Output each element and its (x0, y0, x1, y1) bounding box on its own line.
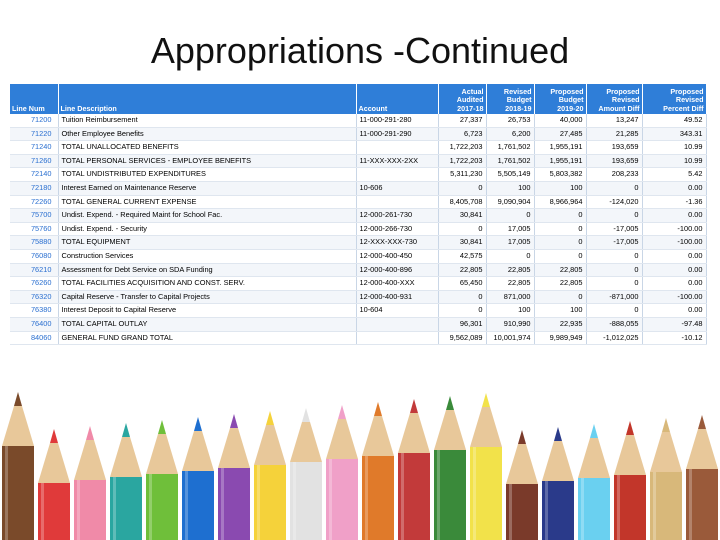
header-line-description: Line Description (58, 84, 356, 114)
cell-proposed: 27,485 (534, 127, 586, 141)
header-percent-diff-line3: Percent Diff (663, 103, 704, 113)
table-row (10, 249, 706, 263)
cell-line-num: 76210 (10, 263, 58, 277)
cell-amount-diff: 193,659 (586, 154, 642, 168)
cell-actual: 8,405,708 (438, 195, 486, 209)
pencil (578, 424, 610, 540)
cell-actual: 22,805 (438, 263, 486, 277)
header-proposed (534, 84, 586, 114)
cell-line-description: TOTAL PERSONAL SERVICES - EMPLOYEE BENEFITS (58, 154, 356, 168)
cell-revised: 6,200 (486, 127, 534, 141)
cell-line-num: 75700 (10, 209, 58, 223)
table-row (10, 222, 706, 236)
header-amount-diff-line3: Amount Diff (598, 103, 640, 113)
cell-proposed: 0 (534, 290, 586, 304)
cell-revised: 22,805 (486, 263, 534, 277)
pencil (254, 411, 286, 540)
pencil (470, 393, 502, 540)
cell-account: 10-606 (356, 181, 438, 195)
cell-line-description: TOTAL GENERAL CURRENT EXPENSE (58, 195, 356, 209)
cell-revised: 22,805 (486, 277, 534, 291)
header-percent-diff-line2: Revised (675, 95, 704, 104)
cell-account: 12-000-400-931 (356, 290, 438, 304)
cell-proposed: 0 (534, 236, 586, 250)
cell-line-description: Tuition Reimbursement (58, 114, 356, 127)
cell-revised: 0 (486, 249, 534, 263)
cell-proposed: 40,000 (534, 114, 586, 127)
cell-line-description: TOTAL UNDISTRIBUTED EXPENDITURES (58, 168, 356, 182)
cell-amount-diff: 208,233 (586, 168, 642, 182)
table-row (10, 127, 706, 141)
cell-proposed: 5,803,382 (534, 168, 586, 182)
cell-line-num: 76400 (10, 317, 58, 331)
cell-percent-diff: -100.00 (642, 236, 706, 250)
cell-revised: 100 (486, 304, 534, 318)
pencil (218, 414, 250, 540)
cell-actual: 65,450 (438, 277, 486, 291)
cell-line-description: Undist. Expend. - Security (58, 222, 356, 236)
cell-account: 12-000-400-896 (356, 263, 438, 277)
pencil (398, 399, 430, 540)
cell-actual: 42,575 (438, 249, 486, 263)
table-row (10, 317, 706, 331)
cell-line-num: 75880 (10, 236, 58, 250)
pencil (326, 405, 358, 540)
cell-account (356, 168, 438, 182)
pencil (650, 418, 682, 540)
cell-revised: 9,090,904 (486, 195, 534, 209)
cell-line-description: TOTAL FACILITIES ACQUISITION AND CONST. SERV. (58, 277, 356, 291)
header-percent-diff-line1: Proposed (670, 86, 704, 96)
pencil (2, 392, 34, 540)
cell-line-description: Assessment for Debt Service on SDA Funding (58, 263, 356, 277)
table-row (10, 141, 706, 155)
cell-line-num: 71260 (10, 154, 58, 168)
cell-actual: 30,841 (438, 209, 486, 223)
table-header-row (10, 84, 706, 114)
cell-proposed: 1,955,191 (534, 141, 586, 155)
cell-line-num: 76380 (10, 304, 58, 318)
cell-account: 12-000-261-730 (356, 209, 438, 223)
header-actual-line3: 2017-18 (457, 103, 484, 113)
cell-amount-diff: -1,012,025 (586, 331, 642, 345)
cell-percent-diff: 0.00 (642, 249, 706, 263)
table-body (10, 114, 706, 345)
cell-proposed: 0 (534, 222, 586, 236)
cell-line-num: 76320 (10, 290, 58, 304)
cell-actual: 0 (438, 181, 486, 195)
cell-percent-diff: 49.52 (642, 114, 706, 127)
cell-line-description: Construction Services (58, 249, 356, 263)
cell-account: 12-000-400-XXX (356, 277, 438, 291)
cell-amount-diff: 21,285 (586, 127, 642, 141)
table-row (10, 290, 706, 304)
cell-line-description: TOTAL EQUIPMENT (58, 236, 356, 250)
pencil (542, 427, 574, 540)
cell-percent-diff: -1.36 (642, 195, 706, 209)
header-percent-diff (642, 84, 706, 114)
cell-account (356, 141, 438, 155)
cell-amount-diff: 0 (586, 209, 642, 223)
header-revised (486, 84, 534, 114)
cell-revised: 17,005 (486, 222, 534, 236)
cell-actual: 0 (438, 304, 486, 318)
header-proposed-line1: Proposed (550, 86, 584, 96)
cell-amount-diff: -871,000 (586, 290, 642, 304)
cell-percent-diff: 343.31 (642, 127, 706, 141)
table-row (10, 236, 706, 250)
cell-percent-diff: -97.48 (642, 317, 706, 331)
appropriations-table-container (10, 84, 706, 345)
cell-revised: 26,753 (486, 114, 534, 127)
cell-line-num: 71200 (10, 114, 58, 127)
table-row (10, 154, 706, 168)
cell-amount-diff: 0 (586, 249, 642, 263)
pencil (290, 408, 322, 540)
cell-line-num: 76080 (10, 249, 58, 263)
header-proposed-line2: Budget (558, 95, 584, 104)
cell-percent-diff: -10.12 (642, 331, 706, 345)
cell-proposed: 9,989,949 (534, 331, 586, 345)
pencil (74, 426, 106, 540)
header-revised-line1: Revised (503, 86, 532, 96)
cell-proposed: 0 (534, 249, 586, 263)
cell-proposed: 100 (534, 181, 586, 195)
cell-amount-diff: 0 (586, 181, 642, 195)
cell-line-num: 72140 (10, 168, 58, 182)
table-row (10, 181, 706, 195)
pencil (614, 421, 646, 540)
cell-line-description: GENERAL FUND GRAND TOTAL (58, 331, 356, 345)
cell-account: 11-XXX-XXX-2XX (356, 154, 438, 168)
cell-percent-diff: 10.99 (642, 154, 706, 168)
cell-actual: 9,562,089 (438, 331, 486, 345)
pencil (506, 430, 538, 540)
pencil (146, 420, 178, 540)
cell-proposed: 0 (534, 209, 586, 223)
cell-revised: 5,505,149 (486, 168, 534, 182)
cell-percent-diff: 5.42 (642, 168, 706, 182)
header-line-num: Line Num (10, 84, 58, 114)
pencil (362, 402, 394, 540)
cell-proposed: 22,935 (534, 317, 586, 331)
cell-actual: 1,722,203 (438, 154, 486, 168)
cell-account (356, 317, 438, 331)
header-proposed-line3: 2019-20 (557, 103, 584, 113)
cell-line-description: TOTAL UNALLOCATED BENEFITS (58, 141, 356, 155)
cell-line-num: 71220 (10, 127, 58, 141)
cell-account: 10-604 (356, 304, 438, 318)
cell-line-description: Interest Deposit to Capital Reserve (58, 304, 356, 318)
cell-percent-diff: 10.99 (642, 141, 706, 155)
cell-amount-diff: -17,005 (586, 222, 642, 236)
cell-amount-diff: 193,659 (586, 141, 642, 155)
cell-line-num: 75760 (10, 222, 58, 236)
cell-line-description: Other Employee Benefits (58, 127, 356, 141)
cell-line-num: 84060 (10, 331, 58, 345)
cell-line-num: 72260 (10, 195, 58, 209)
cell-proposed: 1,955,191 (534, 154, 586, 168)
cell-amount-diff: -17,005 (586, 236, 642, 250)
pencil (110, 423, 142, 540)
cell-revised: 1,761,502 (486, 154, 534, 168)
cell-line-num: 71240 (10, 141, 58, 155)
cell-account: 12-000-400-450 (356, 249, 438, 263)
cell-revised: 910,990 (486, 317, 534, 331)
cell-revised: 17,005 (486, 236, 534, 250)
cell-actual: 96,301 (438, 317, 486, 331)
header-actual-line2: Audited (456, 95, 484, 104)
cell-account: 11-000-291-290 (356, 127, 438, 141)
header-revised-line2: Budget (506, 95, 532, 104)
cell-line-description: TOTAL CAPITAL OUTLAY (58, 317, 356, 331)
cell-actual: 0 (438, 222, 486, 236)
cell-line-description: Undist. Expend. - Required Maint for School Fac. (58, 209, 356, 223)
cell-proposed: 100 (534, 304, 586, 318)
header-amount-diff (586, 84, 642, 114)
cell-percent-diff: 0.00 (642, 209, 706, 223)
cell-actual: 30,841 (438, 236, 486, 250)
cell-proposed: 22,805 (534, 277, 586, 291)
cell-account (356, 195, 438, 209)
cell-actual: 27,337 (438, 114, 486, 127)
table-row (10, 168, 706, 182)
cell-percent-diff: 0.00 (642, 277, 706, 291)
cell-revised: 10,001,974 (486, 331, 534, 345)
table-row (10, 195, 706, 209)
cell-amount-diff: -124,020 (586, 195, 642, 209)
cell-line-num: 76260 (10, 277, 58, 291)
cell-proposed: 22,805 (534, 263, 586, 277)
cell-line-description: Interest Earned on Maintenance Reserve (58, 181, 356, 195)
cell-account: 12-XXX-XXX-730 (356, 236, 438, 250)
cell-revised: 0 (486, 209, 534, 223)
colored-pencils-image (0, 382, 720, 540)
cell-amount-diff: 0 (586, 304, 642, 318)
cell-account: 11-000-291-280 (356, 114, 438, 127)
cell-amount-diff: -888,055 (586, 317, 642, 331)
cell-amount-diff: 0 (586, 263, 642, 277)
header-revised-line3: 2018-19 (505, 103, 532, 113)
table-row (10, 114, 706, 127)
cell-percent-diff: 0.00 (642, 181, 706, 195)
header-actual (438, 84, 486, 114)
cell-proposed: 8,966,964 (534, 195, 586, 209)
appropriations-table (10, 84, 707, 345)
pencil (38, 429, 70, 540)
pencil (686, 415, 718, 540)
cell-percent-diff: -100.00 (642, 222, 706, 236)
cell-actual: 0 (438, 290, 486, 304)
cell-amount-diff: 0 (586, 277, 642, 291)
cell-revised: 100 (486, 181, 534, 195)
cell-account: 12-000-266-730 (356, 222, 438, 236)
table-row (10, 209, 706, 223)
cell-actual: 5,311,230 (438, 168, 486, 182)
header-amount-diff-line1: Proposed (606, 86, 640, 96)
cell-percent-diff: -100.00 (642, 290, 706, 304)
pencil (182, 417, 214, 540)
cell-revised: 871,000 (486, 290, 534, 304)
cell-actual: 1,722,203 (438, 141, 486, 155)
table-row (10, 304, 706, 318)
table-row (10, 277, 706, 291)
cell-account (356, 331, 438, 345)
cell-amount-diff: 13,247 (586, 114, 642, 127)
cell-actual: 6,723 (438, 127, 486, 141)
header-amount-diff-line2: Revised (611, 95, 640, 104)
slide-title: Appropriations -Continued (150, 30, 570, 71)
table-row (10, 331, 706, 345)
cell-revised: 1,761,502 (486, 141, 534, 155)
cell-line-num: 72180 (10, 181, 58, 195)
pencil (434, 396, 466, 540)
header-account: Account (356, 84, 438, 114)
cell-percent-diff: 0.00 (642, 263, 706, 277)
cell-percent-diff: 0.00 (642, 304, 706, 318)
table-row (10, 263, 706, 277)
cell-line-description: Capital Reserve - Transfer to Capital Projects (58, 290, 356, 304)
header-actual-line1: Actual (461, 86, 484, 96)
